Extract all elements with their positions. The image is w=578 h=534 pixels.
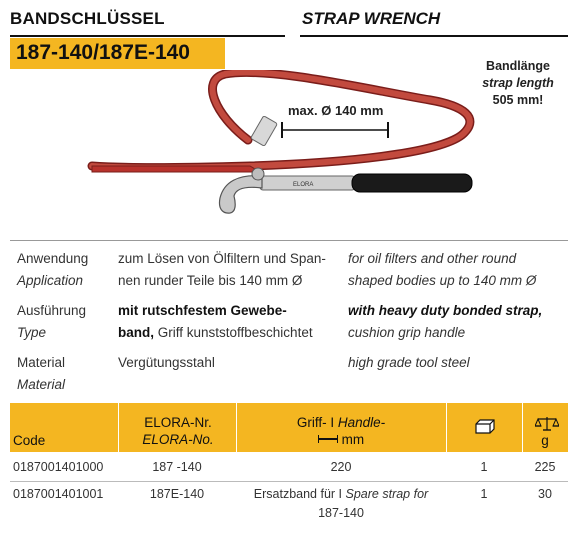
table-row-qty: 1 xyxy=(480,460,488,474)
col-code: Code xyxy=(13,433,46,448)
table-row-weight: 30 xyxy=(538,487,552,501)
spec-text-de: nen runder Teile bis 140 mm Ø xyxy=(118,273,303,288)
spec-text-en: shaped bodies up to 140 mm Ø xyxy=(348,273,537,288)
table-row-elora: 187 -140 xyxy=(152,460,202,474)
col-elora-en: ELORA-No. xyxy=(142,432,214,447)
col-handle-unit: mm xyxy=(236,431,446,448)
spec-text-de: mit rutschfestem Gewebe- xyxy=(118,303,287,318)
spec-label-de: Ausführung xyxy=(17,303,87,318)
length-icon xyxy=(318,435,338,443)
spec-text-de: Vergütungsstahl xyxy=(118,355,215,370)
pivot-screw xyxy=(252,168,264,180)
wrench-hook xyxy=(219,176,262,213)
article-numbers: 187-140/187E-140 xyxy=(16,41,190,64)
title-underline-de xyxy=(10,35,285,37)
spec-label-en: Type xyxy=(17,325,47,340)
spec-label-de: Anwendung xyxy=(17,251,89,266)
col-handle: Griff- I Handle- xyxy=(296,415,386,430)
table-row-handle: Ersatzband für I Spare strap for xyxy=(253,487,429,501)
strap-clamp xyxy=(251,116,278,147)
table-row-elora: 187E-140 xyxy=(149,487,205,501)
spec-divider xyxy=(10,240,568,241)
strap-length-de: Bandlänge xyxy=(486,59,550,73)
scale-icon xyxy=(535,416,559,432)
brand-mark: ELORA xyxy=(293,182,314,188)
spec-text-de: zum Lösen von Ölfiltern und Span- xyxy=(118,251,326,266)
spec-text-en: cushion grip handle xyxy=(348,325,466,340)
strap-length-note xyxy=(468,58,568,109)
spec-text-en: with heavy duty bonded strap, xyxy=(348,303,543,318)
strap-length-en: strap length xyxy=(482,76,554,90)
table-row-qty: 1 xyxy=(480,487,488,501)
col-elora-de: ELORA-Nr. xyxy=(144,415,212,430)
table-row-code: 0187001401000 xyxy=(13,460,104,474)
table-row-handle: 220 xyxy=(330,460,352,474)
spec-label-en: Application xyxy=(17,273,84,288)
table-row-code: 0187001401001 xyxy=(13,487,104,501)
title-german: BANDSCHLÜSSEL xyxy=(10,9,165,28)
wrench-grip xyxy=(352,174,472,192)
spec-text-en: for oil filters and other round xyxy=(348,251,517,266)
box-icon xyxy=(474,418,496,434)
spec-label-en: Material xyxy=(17,377,66,392)
spec-label-de: Material xyxy=(17,355,66,370)
col-weight-unit: g xyxy=(541,433,549,448)
table-row-handle-line2: 187-140 xyxy=(318,506,364,520)
dimension-label: max. Ø 140 mm xyxy=(288,103,384,118)
article-number-badge xyxy=(10,38,225,69)
table-row-divider xyxy=(10,481,568,482)
title-underline-en xyxy=(300,35,568,37)
strap-length-value: 505 mm! xyxy=(492,93,544,107)
spec-text-en: high grade tool steel xyxy=(348,355,470,370)
table-row-weight: 225 xyxy=(534,460,556,474)
title-english: STRAP WRENCH xyxy=(302,9,441,28)
spec-text-de: band, Griff kunststoffbeschichtet xyxy=(118,325,313,340)
strap-tail xyxy=(92,166,260,172)
header xyxy=(0,0,578,38)
